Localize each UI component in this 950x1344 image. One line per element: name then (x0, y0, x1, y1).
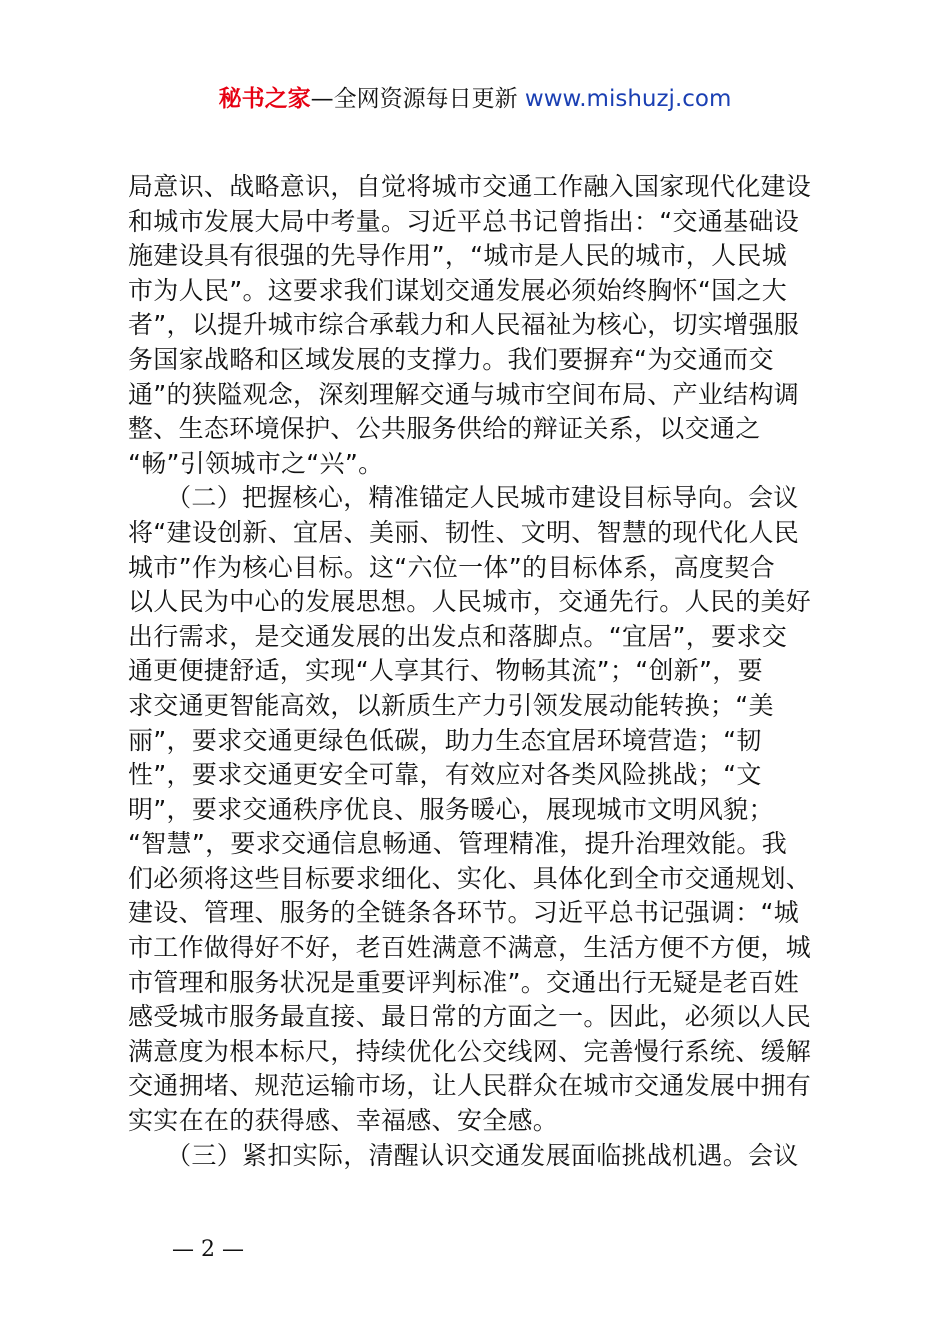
document-body (128, 170, 838, 1173)
body-line: 实实在在的获得感、幸福感、安全感。 (128, 1106, 559, 1136)
body-line: 性”，要求交通更安全可靠，有效应对各类风险挑战；“文 (128, 760, 762, 790)
section-heading-line: （二）把握核心，精准锚定人民城市建设目标导向。会议 (128, 483, 799, 513)
site-tagline: —全网资源每日更新 (310, 86, 525, 112)
body-line: 丽”，要求交通更绿色低碳，助力生态宜居环境营造；“韧 (128, 725, 762, 755)
site-brand: 秘书之家 (218, 86, 311, 112)
body-line: 满意度为根本标尺，持续优化公交线网、完善慢行系统、缓解 (128, 1036, 812, 1066)
body-line: 城市”作为核心目标。这“六位一体”的目标体系，高度契合 (128, 552, 775, 582)
body-line: 市为人民”。这要求我们谋划交通发展必须始终胸怀“国之大 (128, 275, 788, 305)
body-line: 局意识、战略意识，自觉将城市交通工作融入国家现代化建设 (128, 172, 812, 201)
body-line: 出行需求，是交通发展的出发点和落脚点。“宜居”，要求交 (128, 621, 788, 651)
body-line: “畅”引领城市之“兴”。 (128, 448, 384, 478)
body-line: 市管理和服务状况是重要评判标准”。交通出行无疑是老百姓 (128, 967, 800, 997)
body-line: “智慧”，要求交通信息畅通、管理精准，提升治理效能。我 (128, 829, 788, 859)
body-line: 市工作做得好不好，老百姓满意不满意，生活方便不方便，城 (128, 933, 812, 963)
body-line: 建设、管理、服务的全链条各环节。习近平总书记强调：“城 (128, 898, 800, 928)
body-line: 感受城市服务最直接、最日常的方面之一。因此，必须以人民 (128, 1002, 812, 1032)
body-line: 整、生态环境保护、公共服务供给的辩证关系，以交通之 (128, 414, 761, 444)
body-line: 通更便捷舒适，实现“人享其行、物畅其流”；“创新”，要 (128, 656, 763, 686)
site-url-link[interactable]: www.mishuzj.com (524, 86, 732, 112)
page-number: — 2 — (172, 1237, 244, 1262)
body-line: 们必须将这些目标要求细化、实化、具体化到全市交通规划、 (128, 863, 812, 893)
body-line: 求交通更智能高效，以新质生产力引领发展动能转换；“美 (128, 690, 774, 720)
body-line: 以人民为中心的发展思想。人民城市，交通先行。人民的美好 (128, 587, 812, 617)
body-line: 将“建设创新、宜居、美丽、韧性、文明、智慧的现代化人民 (128, 517, 800, 547)
section-heading-line: （三）紧扣实际，清醒认识交通发展面临挑战机遇。会议 (128, 1140, 799, 1170)
body-line: 务国家战略和区域发展的支撑力。我们要摒弃“为交通而交 (128, 344, 774, 374)
body-line: 通”的狭隘观念，深刻理解交通与城市空间布局、产业结构调 (128, 379, 800, 409)
body-line: 交通拥堵、规范运输市场，让人民群众在城市交通发展中拥有 (128, 1071, 812, 1101)
body-line: 和城市发展大局中考量。习近平总书记曾指出：“交通基础设 (128, 206, 800, 236)
body-line: 施建设具有很强的先导作用”，“城市是人民的城市，人民城 (128, 241, 788, 271)
body-line: 者”，以提升城市综合承载力和人民福祉为核心，切实增强服 (128, 310, 800, 340)
site-header (0, 84, 950, 114)
body-line: 明”，要求交通秩序优良、服务暖心，展现城市文明风貌； (128, 794, 774, 824)
